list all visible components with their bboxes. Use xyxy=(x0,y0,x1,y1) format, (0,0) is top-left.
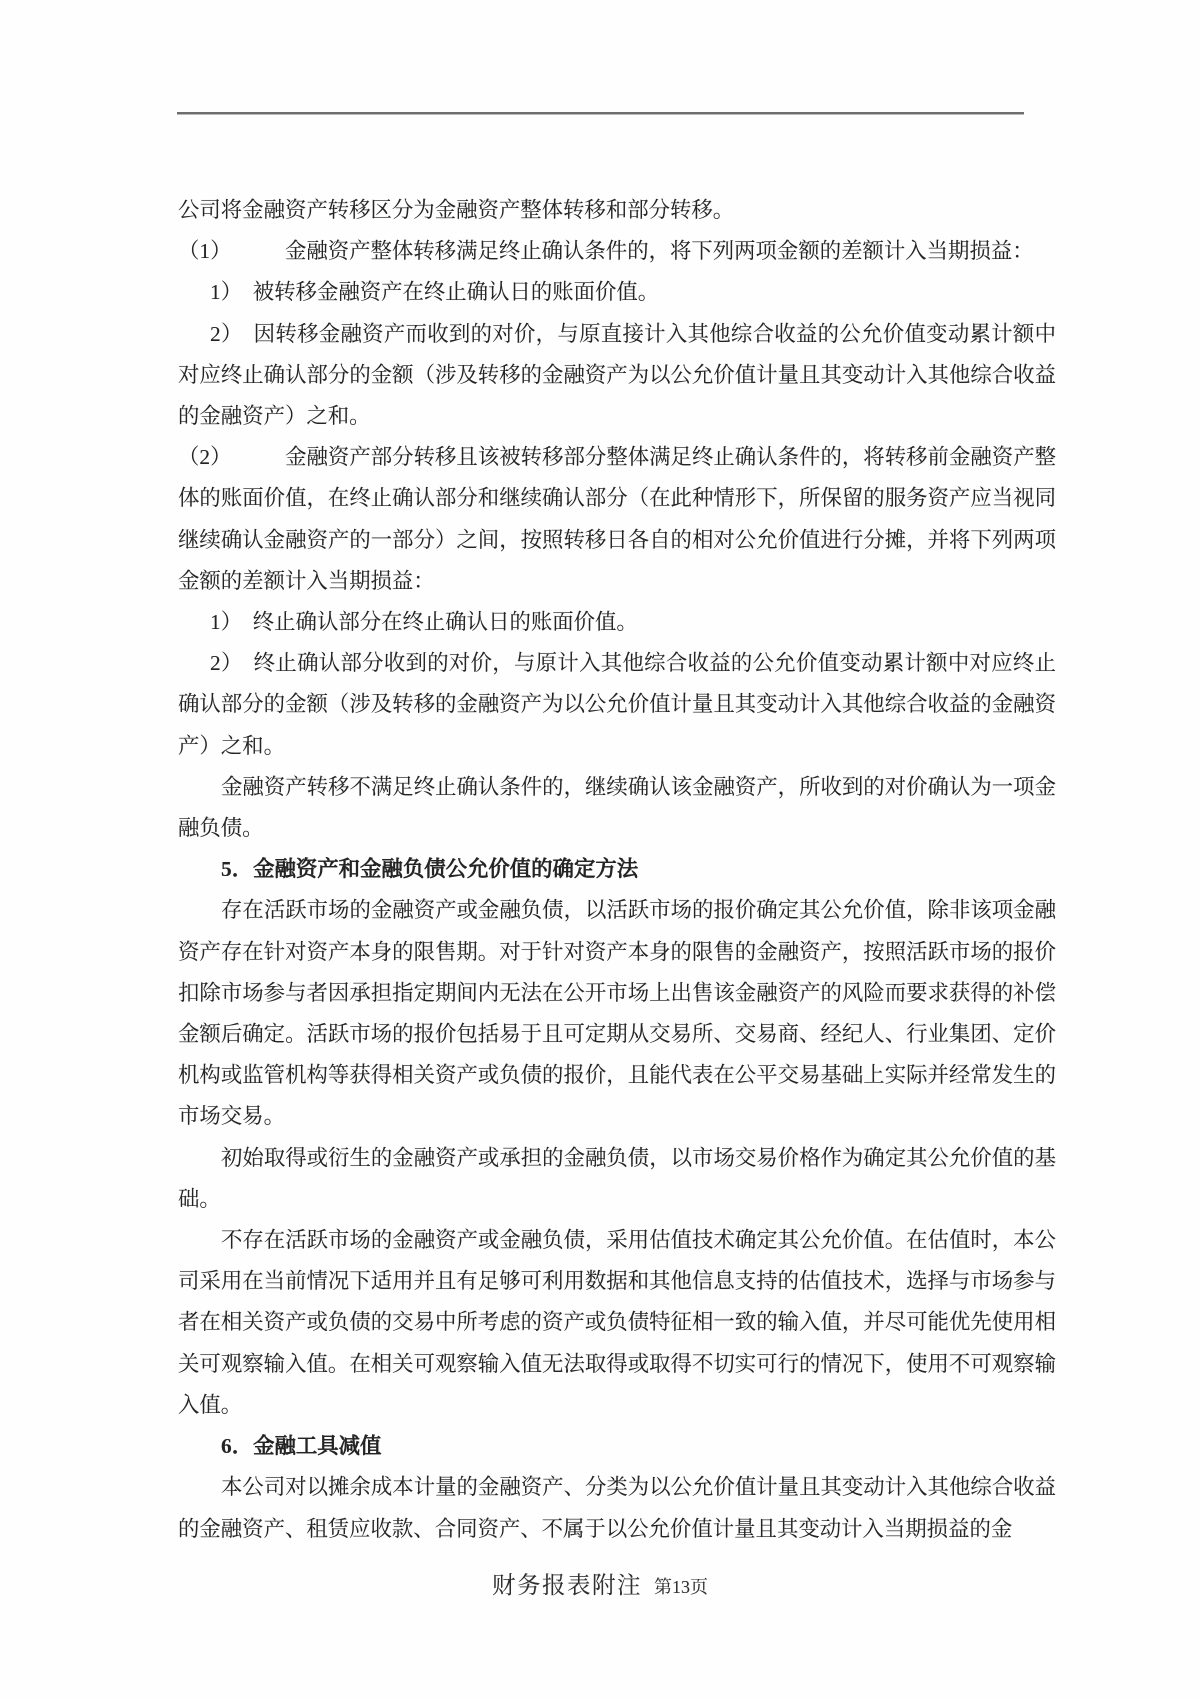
list-item-num-1: 1） 被转移金融资产在终止确认日的账面价值。 xyxy=(210,280,660,305)
paragraph: 存在活跃市场的金融资产或金融负债，以活跃市场的报价确定其公允价值，除非该项金融资产存在针对资产本身的限售期。对于针对资产本身的限售的金融资产，按照活跃市场的报价扣除市场参与者因承担指定期间内无法在公开市场上出售该金融资产的风险而要求获得的补偿金额后确定。活跃市场的报价包括易于且可定期从交易所、交易商、经纪人、行业集团、定价机构或监管机构等获得相关资产或负债的报价，且能代表在公平交易基础上实际并经常发生的市场交易。 xyxy=(178,898,1056,1129)
footer-title: 财务报表附注 xyxy=(492,1573,642,1599)
list-item-num-2b: 2） 终止确认部分收到的对价，与原计入其他综合收益的公允价值变动累计额中对应终止确认部分的金额（涉及转移的金融资产为以公允价值计量且其变动计入其他综合收益的金融资产）之和。 xyxy=(178,651,1056,758)
section-heading-6: 6．金融工具减值 xyxy=(221,1434,382,1459)
document-body xyxy=(178,190,1056,1550)
list-item-num-1b: 1） 终止确认部分在终止确认日的账面价值。 xyxy=(210,610,638,635)
paragraph: 不存在活跃市场的金融资产或金融负债，采用估值技术确定其公允价值。在估值时，本公司采用在当前情况下适用并且有足够可利用数据和其他信息支持的估值技术，选择与市场参与者在相关资产或负债的交易中所考虑的资产或负债特征相一致的输入值，并尽可能优先使用相关可观察输入值。在相关可观察输入值无法取得或取得不切实可行的情况下，使用不可观察输入值。 xyxy=(178,1228,1056,1417)
list-item-paren-2: （2） 金融资产部分转移且该被转移部分整体满足终止确认条件的，将转移前金融资产整体的账面价值，在终止确认部分和继续确认部分（在此种情形下，所保留的服务资产应当视同继续确认金融资产的一部分）之间，按照转移日各自的相对公允价值进行分摊，并将下列两项金额的差额计入当期损益： xyxy=(178,445,1056,593)
list-item-paren-1: （1） 金融资产整体转移满足终止确认条件的，将下列两项金额的差额计入当期损益： xyxy=(178,239,1034,264)
paragraph: 本公司对以摊余成本计量的金融资产、分类为以公允价值计量且其变动计入其他综合收益的金融资产、租赁应收款、合同资产、不属于以公允价值计量且其变动计入当期损益的金 xyxy=(178,1475,1056,1541)
paragraph: 初始取得或衍生的金融资产或承担的金融负债，以市场交易价格作为确定其公允价值的基础。 xyxy=(178,1145,1056,1211)
page-footer xyxy=(0,1566,1200,1600)
paragraph: 公司将金融资产转移区分为金融资产整体转移和部分转移。 xyxy=(178,198,735,222)
paragraph: 金融资产转移不满足终止确认条件的，继续确认该金融资产，所收到的对价确认为一项金融负债。 xyxy=(178,774,1056,841)
header-rule xyxy=(177,112,1024,115)
section-heading-5: 5．金融资产和金融负债公允价值的确定方法 xyxy=(221,857,639,882)
footer-page-number: 第13页 xyxy=(654,1577,708,1597)
list-item-num-2: 2） 因转移金融资产而收到的对价，与原直接计入其他综合收益的公允价值变动累计额中对应终止确认部分的金额（涉及转移的金融资产为以公允价值计量且其变动计入其他综合收益的金融资产）之和。 xyxy=(178,321,1056,429)
